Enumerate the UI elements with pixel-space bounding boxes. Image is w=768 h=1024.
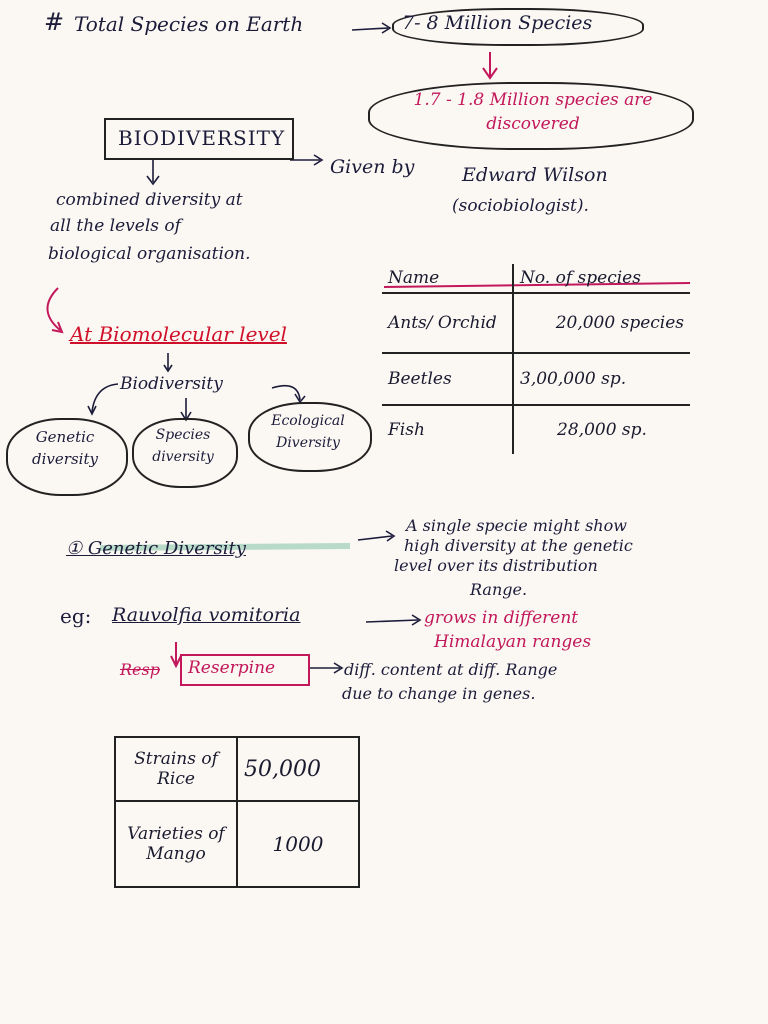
table-row — [115, 737, 359, 801]
ecological-diversity-label: Ecological Diversity — [271, 413, 345, 451]
reserpine-label: Reserpine — [188, 658, 276, 678]
genetic-description-line-4: Range. — [470, 580, 528, 599]
discovered-text: 1.7 - 1.8 Million species are discovered — [413, 90, 653, 134]
genetic-diversity-heading: ① Genetic Diversity — [66, 538, 246, 559]
table-row — [382, 353, 690, 405]
genetic-description-line-2: high diversity at the genetic — [404, 536, 633, 555]
table-row — [115, 801, 359, 887]
table-header-count: No. of species — [513, 264, 690, 293]
example-species: Rauvolfia vomitoria — [112, 604, 301, 626]
biodiversity-center-label: Biodiversity — [120, 374, 223, 394]
table-row — [382, 405, 690, 454]
total-species-heading: Total Species on Earth — [74, 12, 304, 36]
author-name: Edward Wilson — [462, 164, 608, 186]
genetic-description-line-1: A single specie might show — [406, 516, 627, 535]
table-cell-value: 1000 — [237, 801, 359, 887]
genetic-diversity-label: Genetic diversity — [32, 428, 98, 468]
table-cell-name: Beetles — [382, 353, 513, 405]
grows-line-1: grows in different — [424, 608, 579, 628]
species-diversity-label: Species diversity — [152, 427, 214, 465]
total-species-value: 7- 8 Million Species — [402, 12, 593, 34]
table-header-row — [382, 264, 690, 293]
table-row — [382, 293, 690, 353]
table-cell-name: Fish — [382, 405, 513, 454]
table-cell-name: Strains of Rice — [115, 737, 237, 801]
example-label: eg: — [60, 604, 92, 628]
table-cell-value: 50,000 — [237, 737, 359, 801]
author-role: (sociobiologist). — [452, 196, 589, 216]
grows-line-2: Himalayan ranges — [434, 632, 592, 652]
table-cell-count: 3,00,000 sp. — [513, 353, 690, 405]
table-cell-count: 20,000 species — [513, 293, 690, 353]
table-header-name: Name — [382, 264, 513, 293]
given-by-label: Given by — [330, 156, 415, 178]
table-cell-count: 28,000 sp. — [513, 405, 690, 454]
varieties-table — [114, 736, 360, 888]
definition-line-1: combined diversity at — [56, 190, 243, 210]
definition-line-2: all the levels of — [50, 216, 181, 236]
hash-symbol: # — [44, 8, 65, 36]
species-table — [382, 264, 690, 454]
genetic-description-line-3: level over its distribution — [394, 556, 598, 575]
definition-line-3: biological organisation. — [48, 244, 251, 264]
content-line-1: diff. content at diff. Range — [344, 660, 558, 679]
content-line-2: due to change in genes. — [342, 684, 536, 703]
biomolecular-heading: At Biomolecular level — [70, 322, 287, 346]
table-cell-name: Ants/ Orchid — [382, 293, 513, 353]
table-cell-name: Varieties of Mango — [115, 801, 237, 887]
resp-text: Resp — [120, 660, 160, 679]
biodiversity-title: BIODIVERSITY — [118, 126, 286, 150]
